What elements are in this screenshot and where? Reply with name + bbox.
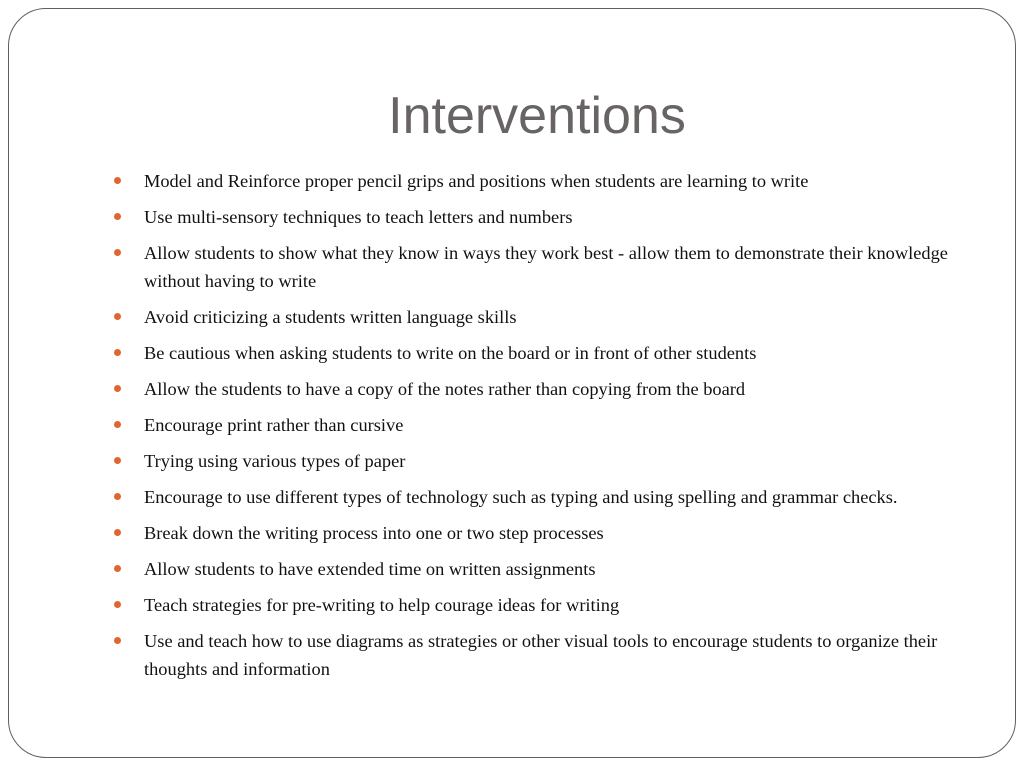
bullet-text: Allow students to show what they know in ways they work best - allow them to demonstrate their knowledge without having to write [144, 243, 948, 291]
bullet-text: Teach strategies for pre-writing to help courage ideas for writing [144, 595, 620, 615]
bullet-dot-icon [114, 177, 121, 184]
list-item [113, 303, 953, 331]
bullet-dot-icon [114, 349, 121, 356]
bullet-text: Use multi-sensory techniques to teach letters and numbers [144, 207, 573, 227]
bullet-text: Break down the writing process into one or two step processes [144, 523, 604, 543]
bullet-text: Allow students to have extended time on written assignments [144, 559, 596, 579]
list-item [113, 555, 953, 583]
list-item [113, 411, 953, 439]
bullet-dot-icon [114, 385, 121, 392]
bullet-dot-icon [114, 565, 121, 572]
list-item [113, 167, 953, 195]
bullet-dot-icon [114, 249, 121, 256]
bullet-dot-icon [114, 313, 121, 320]
bullet-dot-icon [114, 457, 121, 464]
bullet-text: Use and teach how to use diagrams as strategies or other visual tools to encourage students to organize their thoughts and information [144, 631, 938, 679]
bullet-dot-icon [114, 213, 121, 220]
bullet-dot-icon [114, 601, 121, 608]
bullet-text: Encourage print rather than cursive [144, 415, 404, 435]
bullet-text: Model and Reinforce proper pencil grips and positions when students are learning to write [144, 171, 809, 191]
list-item [113, 339, 953, 367]
bullet-text: Allow the students to have a copy of the notes rather than copying from the board [144, 379, 746, 399]
list-item [113, 203, 953, 231]
bullet-dot-icon [114, 637, 121, 644]
bullet-text: Encourage to use different types of technology such as typing and using spelling and grammar checks. [144, 487, 898, 507]
bullet-dot-icon [114, 529, 121, 536]
bullet-dot-icon [114, 421, 121, 428]
list-item [113, 375, 953, 403]
list-item [113, 239, 953, 295]
bullet-text: Be cautious when asking students to write on the board or in front of other students [144, 343, 757, 363]
list-item [113, 483, 953, 511]
list-item [113, 519, 953, 547]
bullet-text: Trying using various types of paper [144, 451, 406, 471]
list-item [113, 447, 953, 475]
list-item [113, 591, 953, 619]
bullet-list [113, 167, 953, 691]
list-item [113, 627, 953, 683]
bullet-dot-icon [114, 493, 121, 500]
slide-title: Interventions [388, 87, 686, 145]
bullet-text: Avoid criticizing a students written language skills [144, 307, 517, 327]
